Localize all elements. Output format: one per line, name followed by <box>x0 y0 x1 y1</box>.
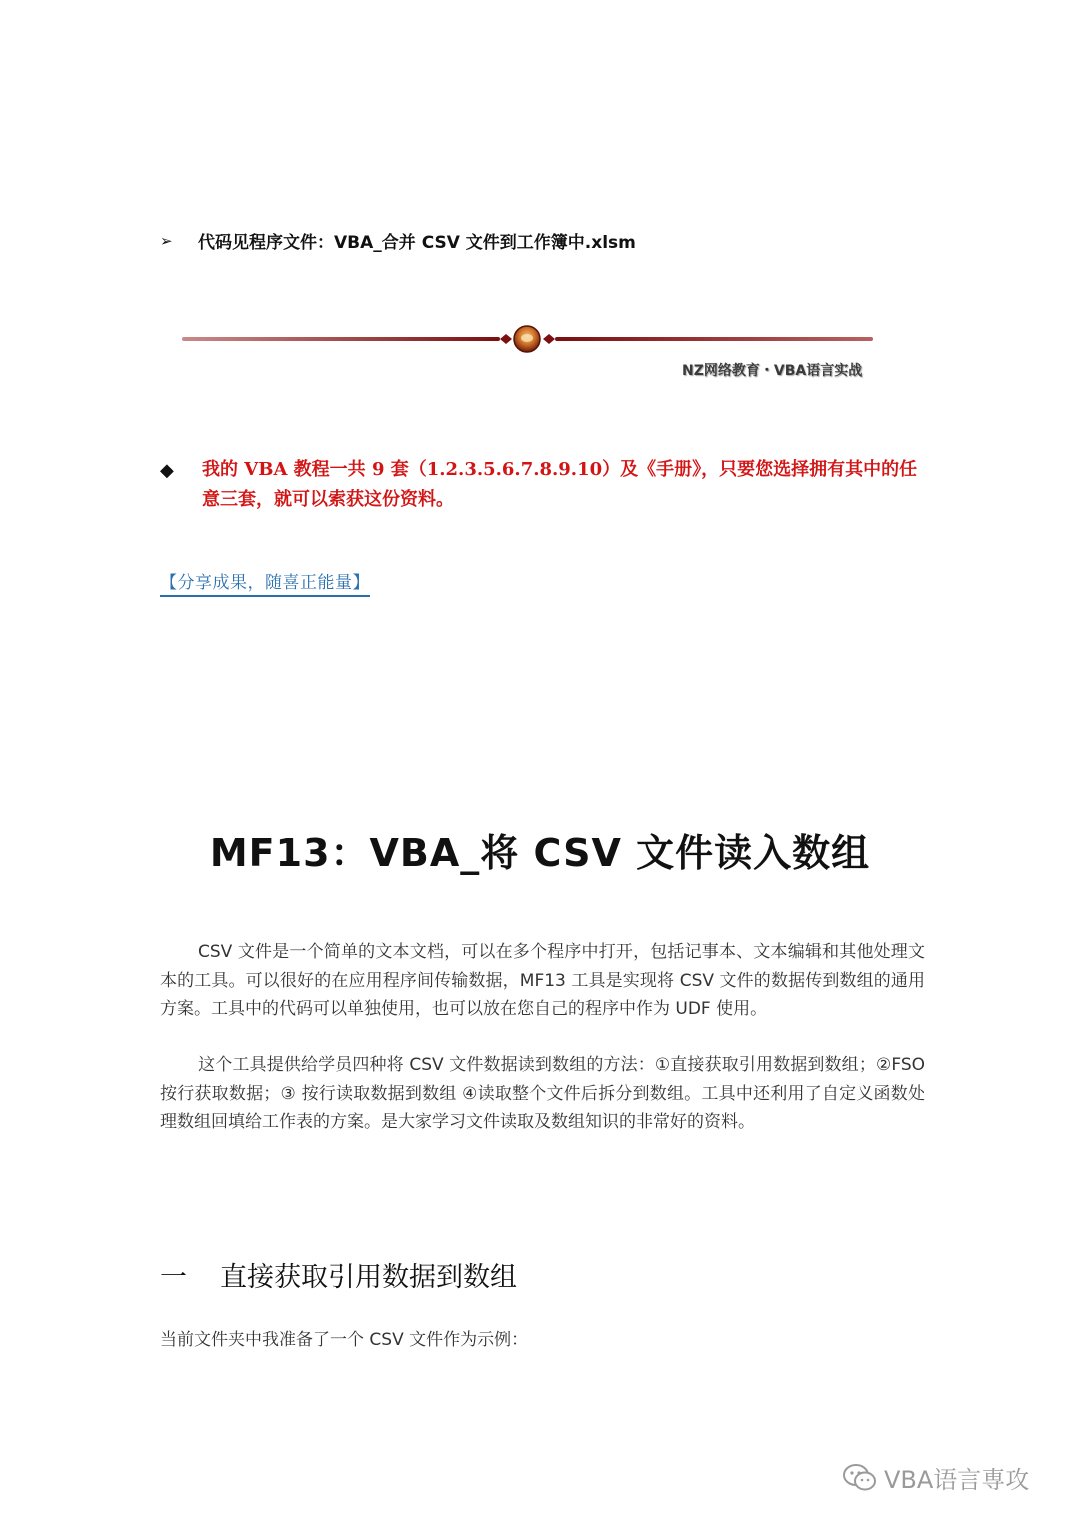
share-link[interactable]: 【分享成果，随喜正能量】 <box>160 568 370 597</box>
tutorial-notice <box>160 455 920 515</box>
article-title: MF13：VBA_将 CSV 文件读入数组 <box>209 831 871 875</box>
program-file-bullet <box>160 228 636 253</box>
divider-caption: NZ网络教育・VBA语言实战 <box>682 363 863 379</box>
wechat-icon <box>842 1463 878 1493</box>
intro-paragraph-1 <box>160 938 925 1024</box>
section-intro: 当前文件夹中我准备了一个 CSV 文件作为示例： <box>160 1330 529 1350</box>
section-number: 一 <box>160 1262 187 1293</box>
diamond-bullet-icon: ◆ <box>160 460 174 481</box>
ornamental-divider <box>180 318 875 363</box>
section-title: 直接获取引用数据到数组 <box>220 1262 517 1293</box>
paragraph-text: CSV 文件是一个简单的文本文档，可以在多个程序中打开，包括记事本、文本编辑和其他处理文本的工具。可以很好的在应用程序间传输数据，MF13 工具是实现将 CSV 文件的数据传到数组的通用方案。工具中的代码可以单独使用，也可以放在您自己的程序中作为 UDF 使用。 <box>160 942 925 1019</box>
intro-paragraph-2 <box>160 1051 925 1137</box>
program-file-text: 代码见程序文件：VBA_合并 CSV 文件到工作簿中.xlsm <box>198 233 636 253</box>
watermark-text: VBA语言専攻 <box>884 1466 1030 1494</box>
arrow-bullet-icon: ➢ <box>160 231 173 250</box>
paragraph-text: 这个工具提供给学员四种将 CSV 文件数据读到数组的方法：①直接获取引用数据到数组；②FSO 按行获取数据；③ 按行读取数据到数组 ④读取整个文件后拆分到数组。工具中还利用了自定义函数处理数组回填给工作表的方案。是大家学习文件读取及数组知识的非常好的资料。 <box>160 1055 925 1132</box>
watermark <box>842 1460 1029 1495</box>
tutorial-notice-text: 我的 VBA 教程一共 9 套（1.2.3.5.6.7.8.9.10）及《手册》，只要您选择拥有其中的任意三套，就可以索获这份资料。 <box>202 459 918 510</box>
section-heading <box>160 1255 517 1294</box>
